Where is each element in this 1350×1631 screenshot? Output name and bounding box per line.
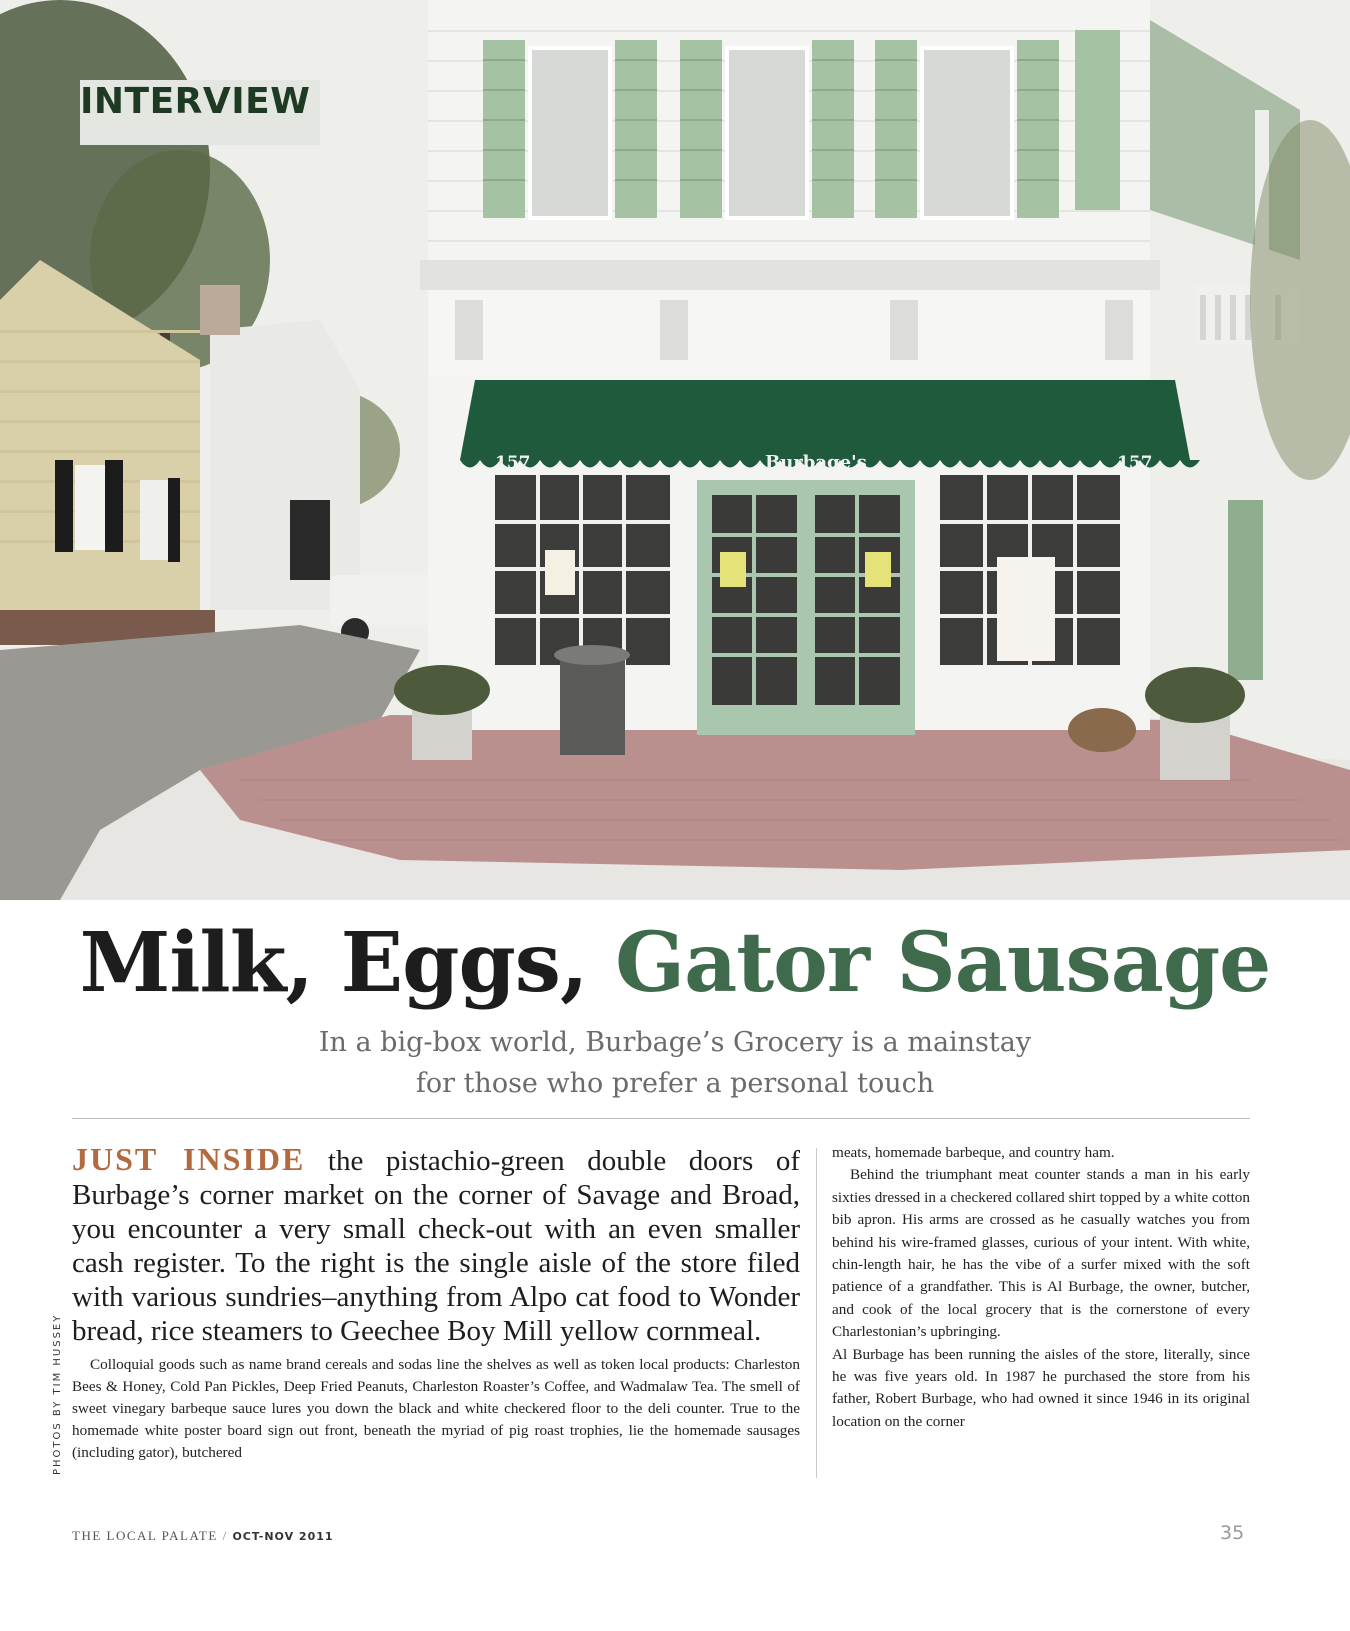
article-paragraph-3: Al Burbage has been running the aisles of the store, literally, since he was five years old. In 1987 he purchased the store from his father, Robert Burbage, who had owned it since 1946 in its original location on the corner (832, 1345, 1250, 1430)
headline-divider (72, 1118, 1250, 1119)
page-number: 35 (1220, 1522, 1245, 1544)
photo-credit-text: PHOTOS BY TIM HUSSEY (52, 1313, 63, 1475)
deck-line-2: for those who prefer a personal touch (415, 1068, 935, 1099)
deck (175, 1022, 1175, 1104)
awning-number-left: 157 (495, 453, 531, 473)
awning-number-right: 157 (1117, 453, 1153, 473)
publication-name: THE LOCAL PALATE (72, 1528, 218, 1543)
article-paragraph-1: Colloquial goods such as name brand cereals and sodas line the shelves as well as token local products: Charleston Bees & Honey, Cold Pan Pickles, Deep Fried Peanuts, Charleston Roaster’s Coffee, and Wadmalaw Tea. The smell of sweet vinegary barbeque sauce lures you down the black and white checkered floor to the deli counter. True to the homemade white poster board sign out front, beneath the myriad of pig roast trophies, lie the homemade sausages (including gator), butchered (72, 1356, 800, 1461)
issue-date: OCT-NOV 2011 (232, 1530, 334, 1543)
article-right-column (832, 1142, 1250, 1433)
photo-credit (52, 1313, 72, 1475)
headline-part-1: Milk, Eggs, (79, 915, 588, 1011)
headline-part-2: Gator Sausage (615, 915, 1271, 1011)
lede-text: the pistachio-green double doors of Burbage’s corner market on the corner of Savage and Broad, you encounter a very small check-out with an even smaller cash register. To the right is the single aisle of the store filed with various sundries–anything from Alpo cat food to Wonder bread, rice steamers to Geechee Boy Mill yellow cornmeal. (72, 1145, 801, 1347)
lede-dropcap: JUST INSIDE (72, 1141, 306, 1177)
article-continuation: meats, homemade barbeque, and country ham. (832, 1144, 1115, 1161)
article-lede (72, 1142, 800, 1348)
footer-separator: / (217, 1528, 233, 1543)
deck-line-1: In a big-box world, Burbage’s Grocery is a mainstay (318, 1027, 1032, 1058)
section-tag (80, 80, 320, 145)
article-paragraph-2: Behind the triumphant meat counter stands a man in his early sixties dressed in a checkered collared shirt topped by a white cotton bib apron. His arms are crossed as he casually watches you from behind his wire-framed glasses, curious of your intent. With white, chin-length hair, he has the vibe of a surfer mixed with the soft patience of a grandfather. This is Al Burbage, the owner, butcher, and cook of the local grocery that is the cornerstone of every Charlestonian’s upbringing. (832, 1166, 1250, 1341)
section-tag-label: INTERVIEW (80, 81, 311, 122)
footer-publication (72, 1528, 334, 1544)
column-divider (816, 1148, 817, 1478)
article-left-column (72, 1142, 800, 1464)
headline (0, 915, 1350, 1011)
awning-sign: Burbage's (765, 452, 867, 473)
